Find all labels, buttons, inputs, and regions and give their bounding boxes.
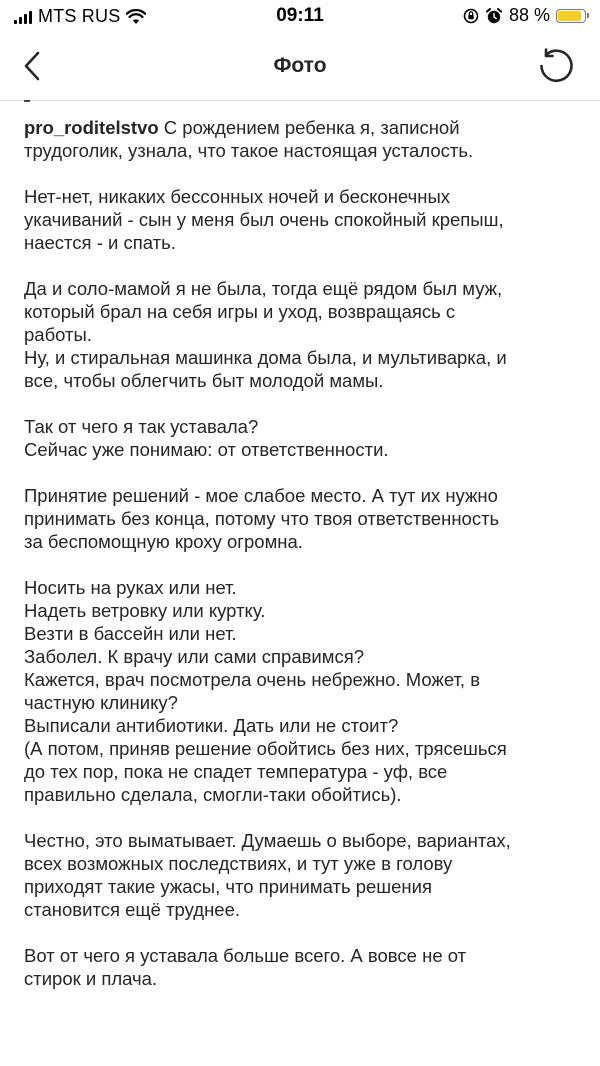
caption-paragraph [24,944,580,990]
status-right [463,5,586,26]
battery-level-fill [558,11,581,21]
caption-line: принимать без конца, потому что твоя ответственность [24,508,500,529]
caption-line: приходят такие ужасы, что принимать решения [24,876,433,897]
caption-paragraph [24,484,580,553]
post-caption [24,116,580,1013]
caption-line: Честно, это выматывает. Думаешь о выборе, вариантах, [24,830,511,851]
caption-line: Носить на руках или нет. [24,577,237,598]
post-username[interactable]: pro_roditelstvo [24,117,159,138]
caption-line: за беспомощную кроху огромна. [24,531,303,552]
page-title: Фото [273,54,327,77]
caption-line: Да и соло-мамой я не была, тогда ещё рядом был муж, [24,278,503,299]
caption-line: наестся - и спать. [24,232,176,253]
caption-line: Так от чего я так уставала? [24,416,259,437]
carrier-name: MTS RUS [38,6,121,26]
caption-line: Выписали антибиотики. Дать или не стоит? [24,715,399,736]
caption-line: стирок и плача. [24,968,158,989]
refresh-icon [537,47,575,85]
caption-line: Кажется, врач посмотрела очень небрежно. Может, в [24,669,481,690]
caption-text: С рождением ребенка я, записной [158,117,460,138]
status-time: 09:11 [276,5,324,26]
caption-paragraph [24,277,580,392]
caption-line: Ну, и стиральная машинка дома была, и мультиварка, и [24,347,507,368]
caption-line: Принятие решений - мое слабое место. А тут их нужно [24,485,498,506]
caption-line: правильно сделала, смогли-таки обойтись). [24,784,402,805]
caption-line: Везти в бассейн или нет. [24,623,237,644]
caption-line: частную клинику? [24,692,178,713]
caption-line: (А потом, приняв решение обойтись без них, трясешься [24,738,507,759]
caption-paragraph [24,829,580,921]
caption-line [24,116,580,139]
battery-percent: 88 % [508,5,550,25]
caption-line: укачиваний - сын у меня был очень спокойный крепыш, [24,209,504,230]
caption-paragraph [24,576,580,806]
caption-line: всех возможных последствиях, и тут уже в голову [24,853,453,874]
status-bar [0,0,600,34]
orientation-lock-icon [463,8,479,24]
alarm-icon [485,7,503,25]
battery-icon [556,9,586,23]
caption-line: Надеть ветровку или куртку. [24,600,266,621]
caption-line: работы. [24,324,92,345]
caption-line: Нет-нет, никаких бессонных ночей и бесконечных [24,186,450,207]
caption-line: Вот от чего я уставала больше всего. А вовсе не от [24,945,467,966]
caption-line: Сейчас уже понимаю: от ответственности. [24,439,389,460]
caption-line: все, чтобы облегчить быт молодой мамы. [24,370,384,391]
caption-paragraph [24,116,580,162]
caption-line: трудоголик, узнала, что такое настоящая усталость. [24,140,474,161]
caption-line: который брал на себя игры и уход, возвращаясь с [24,301,456,322]
caption-line: до тех пор, пока не спадет температура - уф, все [24,761,448,782]
nav-bar [0,34,600,101]
caption-line: становится ещё труднее. [24,899,241,920]
clipped-text-fragment [24,94,34,102]
caption-paragraph [24,185,580,254]
caption-line: Заболел. К врачу или сами справимся? [24,646,365,667]
caption-paragraph [24,415,580,461]
refresh-button[interactable] [534,44,578,88]
